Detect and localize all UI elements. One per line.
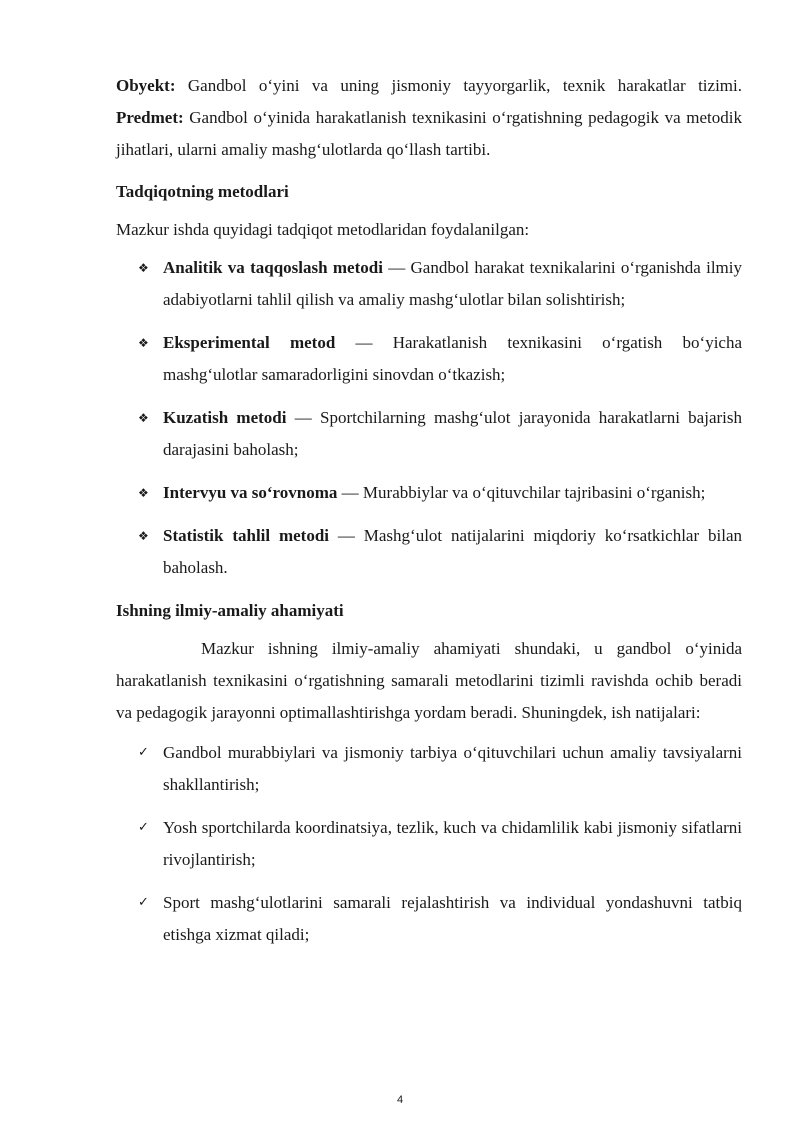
method-term: Statistik tahlil metodi	[163, 526, 330, 545]
checkmark-icon: ✓	[138, 820, 149, 835]
method-term: Analitik va taqqoslash metodi	[163, 258, 383, 277]
significance-paragraph: Mazkur ishning ilmiy-amaliy ahamiyati shundaki, u gandbol o‘yinida harakatlanish texnikasini o‘rgatishning samarali metodlarini tizimli ravishda ochib beradi va pedagogik jarayonni optimallashtirishga yordam beradi. Shuningdek, ish natijalari:	[116, 639, 742, 722]
checkmark-icon: ✓	[138, 895, 149, 910]
predmet-paragraph	[116, 102, 742, 166]
method-term: Kuzatish metodi	[163, 408, 287, 427]
diamond-dots-icon: ❖	[138, 529, 149, 543]
significance-heading: Ishning ilmiy-amaliy ahamiyati	[116, 601, 344, 620]
method-desc: — Gandbol harakat texnikalarini o‘rganishda ilmiy adabiyotlarni tahlil qilish va amaliy mashg‘ulotlar bilan solishtirish;	[163, 258, 742, 309]
checkmark-icon: ✓	[138, 745, 149, 760]
method-desc: — Mashg‘ulot natijalarini miqdoriy ko‘rsatkichlar bilan baholash.	[163, 526, 742, 577]
obyekt-text: Gandbol o‘yini va uning jismoniy tayyorgarlik, texnik harakatlar tizimi.	[175, 76, 742, 95]
method-term: Intervyu va so‘rovnoma	[163, 483, 338, 502]
page-number: 4	[396, 1094, 404, 1106]
methods-list	[116, 252, 742, 584]
significance-item-text: Gandbol murabbiylari va jismoniy tarbiya o‘qituvchilari uchun amaliy tavsiyalarni shakllantirish;	[163, 743, 742, 794]
diamond-dots-icon: ❖	[138, 336, 149, 350]
list-item	[116, 737, 742, 801]
significance-item-text: Yosh sportchilarda koordinatsiya, tezlik, kuch va chidamlilik kabi jismoniy sifatlarni rivojlantirish;	[163, 818, 742, 869]
list-item	[116, 477, 742, 509]
diamond-dots-icon: ❖	[138, 261, 149, 275]
list-item	[116, 327, 742, 391]
list-item	[116, 887, 742, 951]
method-desc: — Murabbiylar va o‘qituvchilar tajribasini o‘rganish;	[337, 483, 706, 502]
diamond-dots-icon: ❖	[138, 486, 149, 500]
predmet-text: Gandbol o‘yinida harakatlanish texnikasini o‘rgatishning pedagogik va metodik jihatlari, ularni amaliy mashg‘ulotlarda qo‘llash tartibi.	[116, 108, 742, 159]
method-term: Eksperimental metod	[163, 333, 336, 352]
obyekt-paragraph	[116, 70, 742, 102]
significance-item-text: Sport mashg‘ulotlarini samarali rejalashtirish va individual yondashuvni tatbiq etishga xizmat qiladi;	[163, 893, 742, 944]
document-page	[116, 70, 742, 962]
methods-intro: Mazkur ishda quyidagi tadqiqot metodlaridan foydalanilgan:	[116, 220, 530, 239]
diamond-dots-icon: ❖	[138, 411, 149, 425]
methods-heading: Tadqiqotning metodlari	[116, 182, 289, 201]
method-desc: — Harakatlanish texnikasini o‘rgatish bo‘yicha mashg‘ulotlar samaradorligini sinovdan o‘tkazish;	[163, 333, 743, 384]
list-item	[116, 812, 742, 876]
obyekt-label: Obyekt:	[116, 76, 176, 95]
predmet-label: Predmet:	[116, 108, 184, 127]
list-item	[116, 252, 742, 316]
list-item	[116, 402, 742, 466]
list-item	[116, 520, 742, 584]
intro-block	[116, 70, 742, 166]
significance-list	[116, 737, 742, 951]
method-desc: — Sportchilarning mashg‘ulot jarayonida harakatlarni bajarish darajasini baholash;	[163, 408, 742, 459]
